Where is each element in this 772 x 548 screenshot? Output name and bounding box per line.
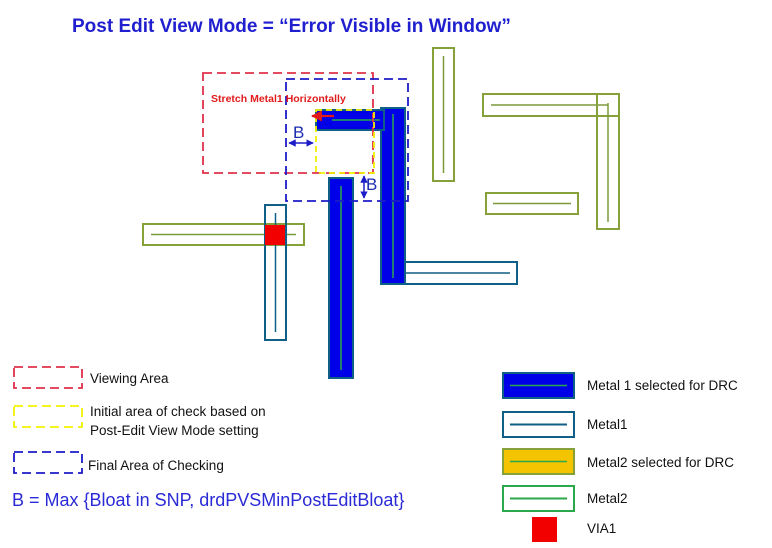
metal2-shape-l-horizontal xyxy=(483,94,619,116)
legend-swatch-metal1 xyxy=(503,412,574,437)
legend-label-metal1-selected: Metal 1 selected for DRC xyxy=(587,378,738,393)
legend-swatch-metal1-selected xyxy=(503,373,574,398)
bloat-label-horizontal: B xyxy=(293,123,305,142)
legend-swatch-via1 xyxy=(532,517,557,542)
legend-label-initial-area-1: Initial area of check based on xyxy=(90,404,266,419)
legend-swatch-final-area xyxy=(14,452,82,473)
legend-label-metal2-selected: Metal2 selected for DRC xyxy=(587,455,735,470)
metal2-shape-vertical-top xyxy=(433,48,454,181)
metal1-selected-vertical-left xyxy=(329,178,353,378)
legend-swatch-metal2 xyxy=(503,486,574,511)
legend-label-metal2: Metal2 xyxy=(587,491,628,506)
legend-swatch-metal2-selected xyxy=(503,449,574,474)
legend-label-initial-area-2: Post-Edit View Mode setting xyxy=(90,423,259,438)
metal2-shape-small-horizontal xyxy=(486,193,578,214)
legend-swatch-viewing-area xyxy=(14,367,82,388)
stretch-label: Stretch Metal1 Horizontally xyxy=(211,93,346,105)
metal2-shape-l-vertical xyxy=(597,94,619,229)
metal1-shape-bottom-horizontal xyxy=(402,262,517,284)
metal1-selected-vertical-right xyxy=(381,108,405,284)
legend-label-final-area: Final Area of Checking xyxy=(88,458,224,473)
via1-square xyxy=(265,225,285,245)
diagram-title: Post Edit View Mode = “Error Visible in Window” xyxy=(72,16,511,37)
legend-label-viewing-area: Viewing Area xyxy=(90,371,169,386)
legend-swatch-initial-area xyxy=(14,406,82,427)
bloat-formula: B = Max {Bloat in SNP, drdPVSMinPostEditBloat} xyxy=(12,490,405,510)
legend-label-metal1: Metal1 xyxy=(587,417,628,432)
legend-label-via1: VIA1 xyxy=(587,521,617,536)
bloat-label-vertical: B xyxy=(366,175,378,194)
